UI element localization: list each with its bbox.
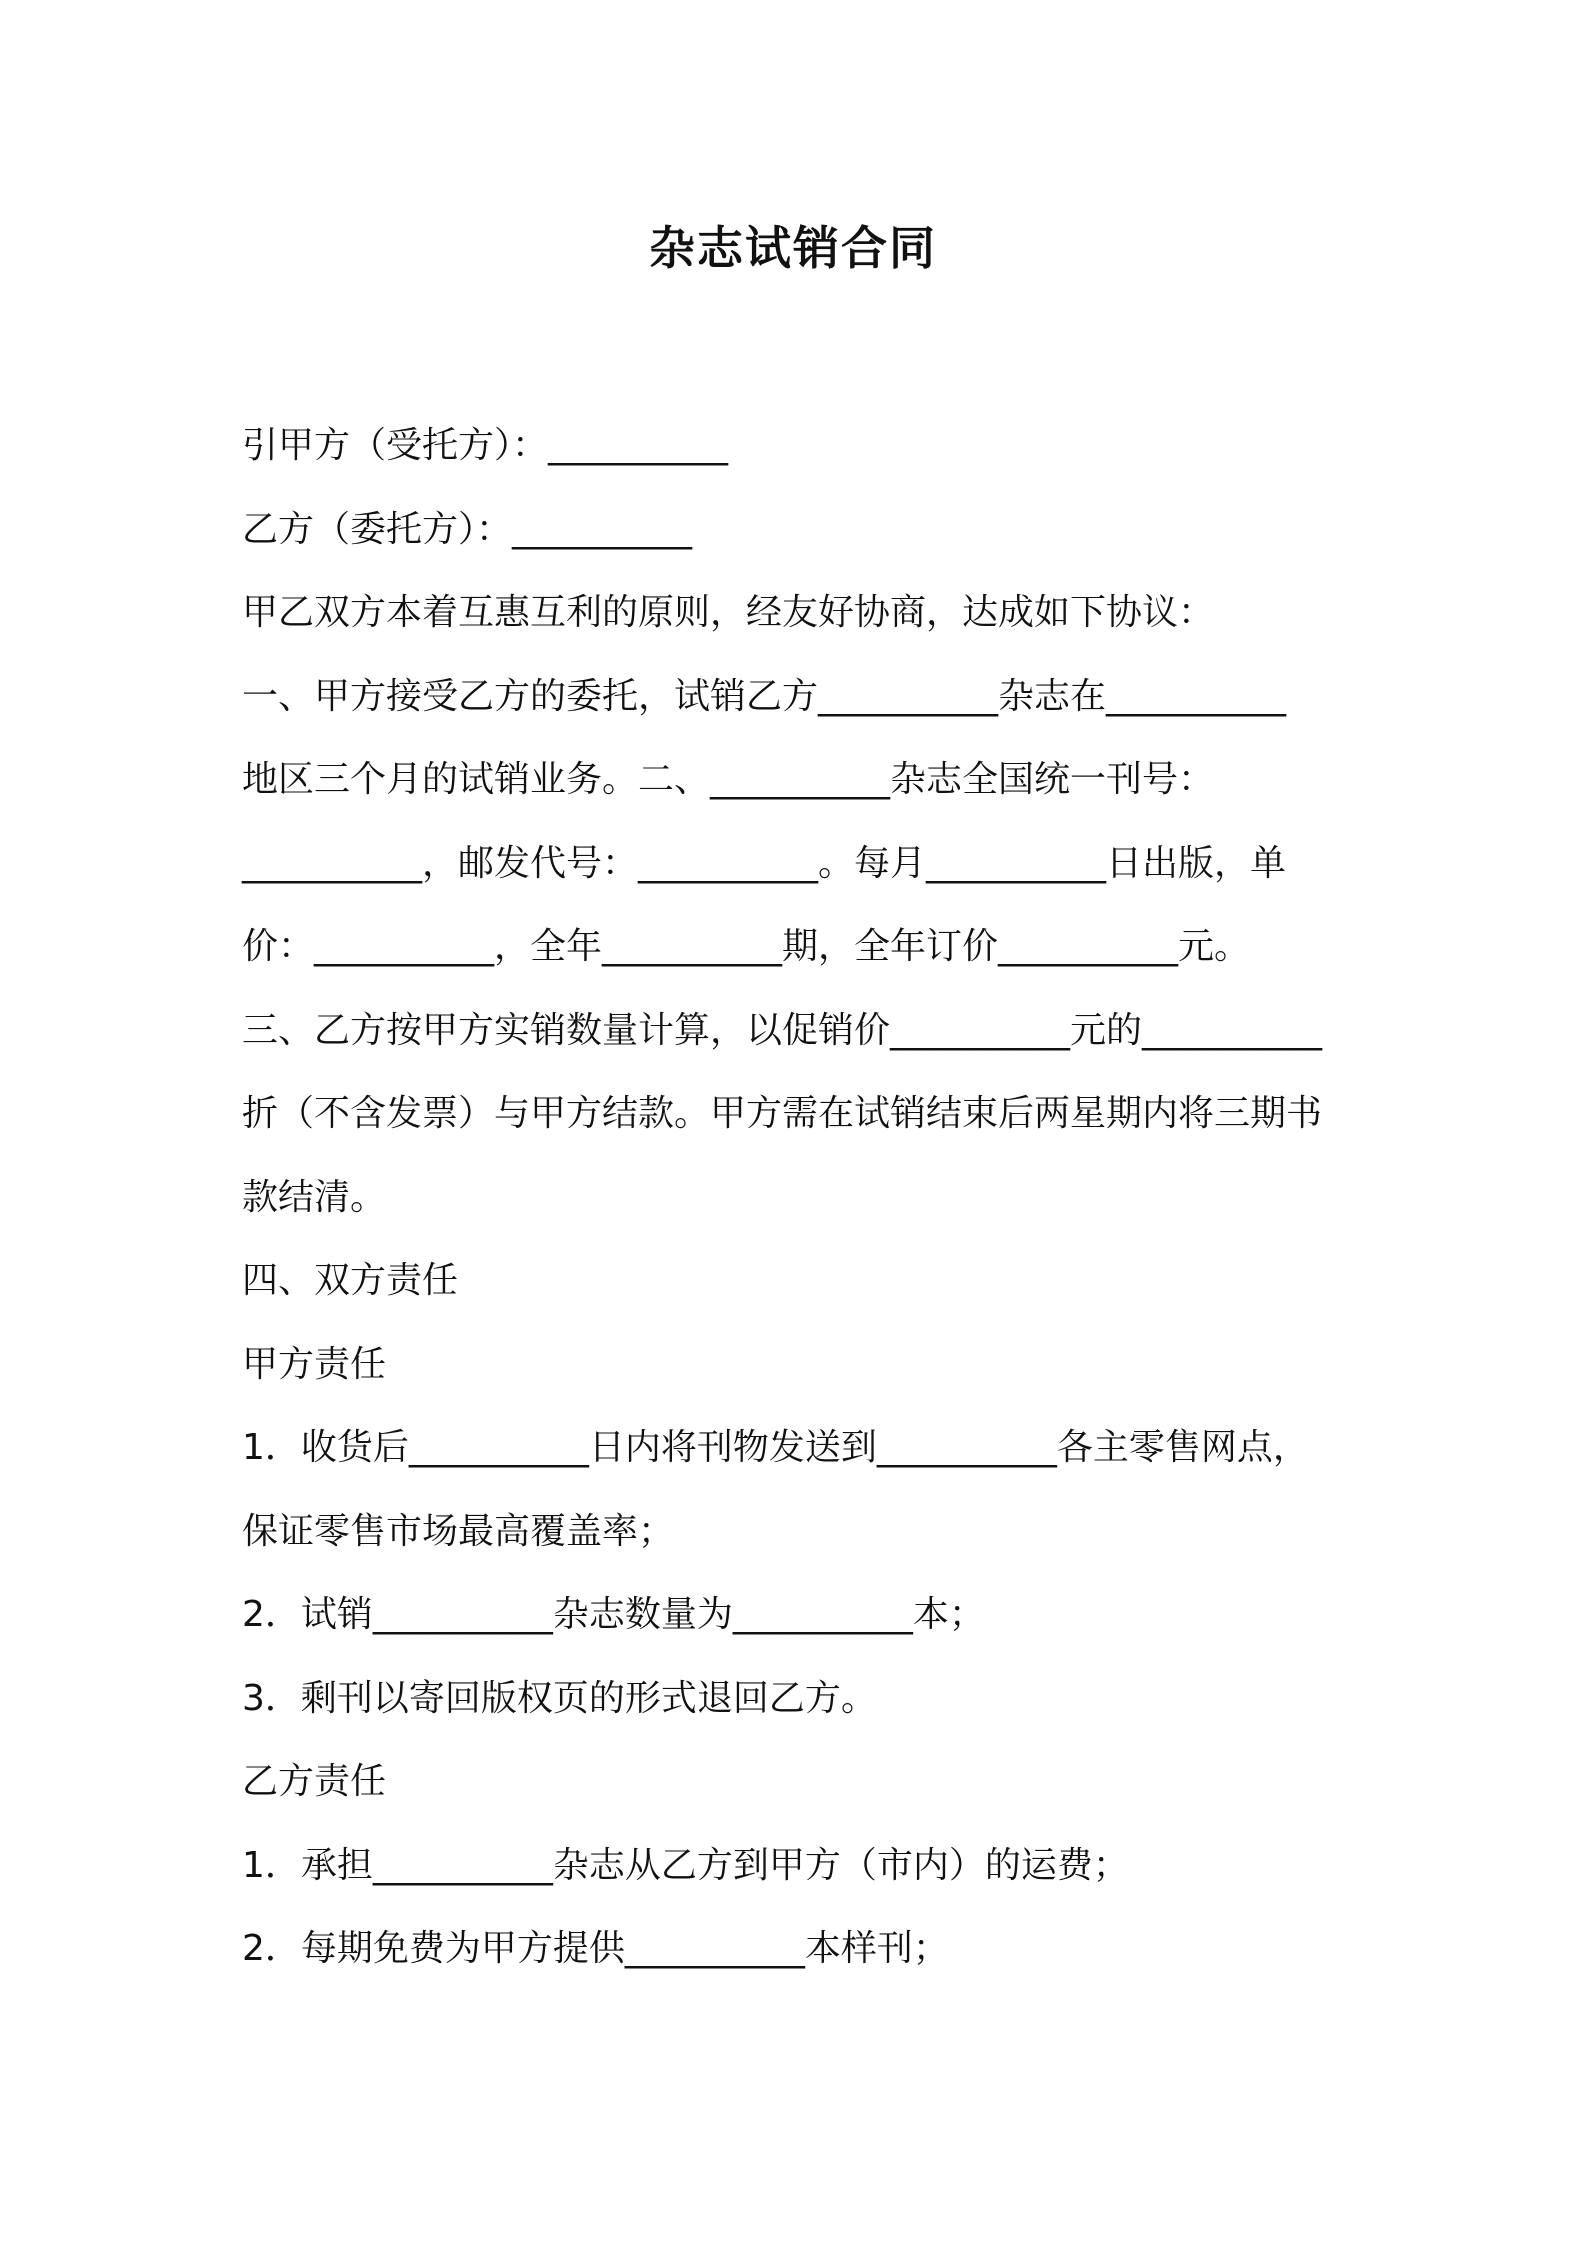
party-b-item-1: 1．承担__________杂志从乙方到甲方（市内）的运费； <box>242 1844 1129 1886</box>
clause-3-line-1: 三、乙方按甲方实销数量计算，以促销价__________元的__________ <box>242 1009 1323 1051</box>
party-a-item-3: 3．剩刊以寄回版权页的形式退回乙方。 <box>242 1677 877 1719</box>
clause-1-line-1: 一、甲方接受乙方的委托，试销乙方__________杂志在__________ <box>242 675 1287 717</box>
clause-3-line-2: 折（不含发票）与甲方结款。甲方需在试销结束后两星期内将三期书 <box>242 1093 1323 1134</box>
document-body <box>242 404 1362 1991</box>
clause-2-line-3: 价：__________，全年__________期，全年订价__________元。 <box>242 926 1251 967</box>
clause-3-line-3: 款结清。 <box>242 1176 387 1218</box>
document-title: 杂志试销合同 <box>649 221 937 275</box>
clause-1-line-2: 地区三个月的试销业务。二、__________杂志全国统一刊号： <box>242 759 1215 800</box>
preamble-line: 甲乙双方本着互惠互利的原则，经友好协商，达成如下协议： <box>242 592 1215 633</box>
party-a-item-1-line-1: 1．收货后__________日内将刊物发送到__________各主零售网点， <box>242 1427 1309 1468</box>
party-a-line: 引甲方（受托方）：__________ <box>242 425 729 466</box>
party-a-responsibility-heading: 甲方责任 <box>242 1343 387 1385</box>
party-b-item-2: 2．每期免费为甲方提供__________本样刊； <box>242 1928 949 1969</box>
party-a-item-1-line-2: 保证零售市场最高覆盖率； <box>242 1510 675 1552</box>
clause-2-line-2: __________，邮发代号：__________。每月__________日出版，单 <box>242 842 1287 884</box>
party-b-line: 乙方（委托方）：__________ <box>242 508 693 550</box>
party-a-item-2: 2．试销__________杂志数量为__________本； <box>242 1594 985 1635</box>
party-b-responsibility-heading: 乙方责任 <box>242 1761 387 1802</box>
section-4-heading: 四、双方责任 <box>242 1260 459 1301</box>
